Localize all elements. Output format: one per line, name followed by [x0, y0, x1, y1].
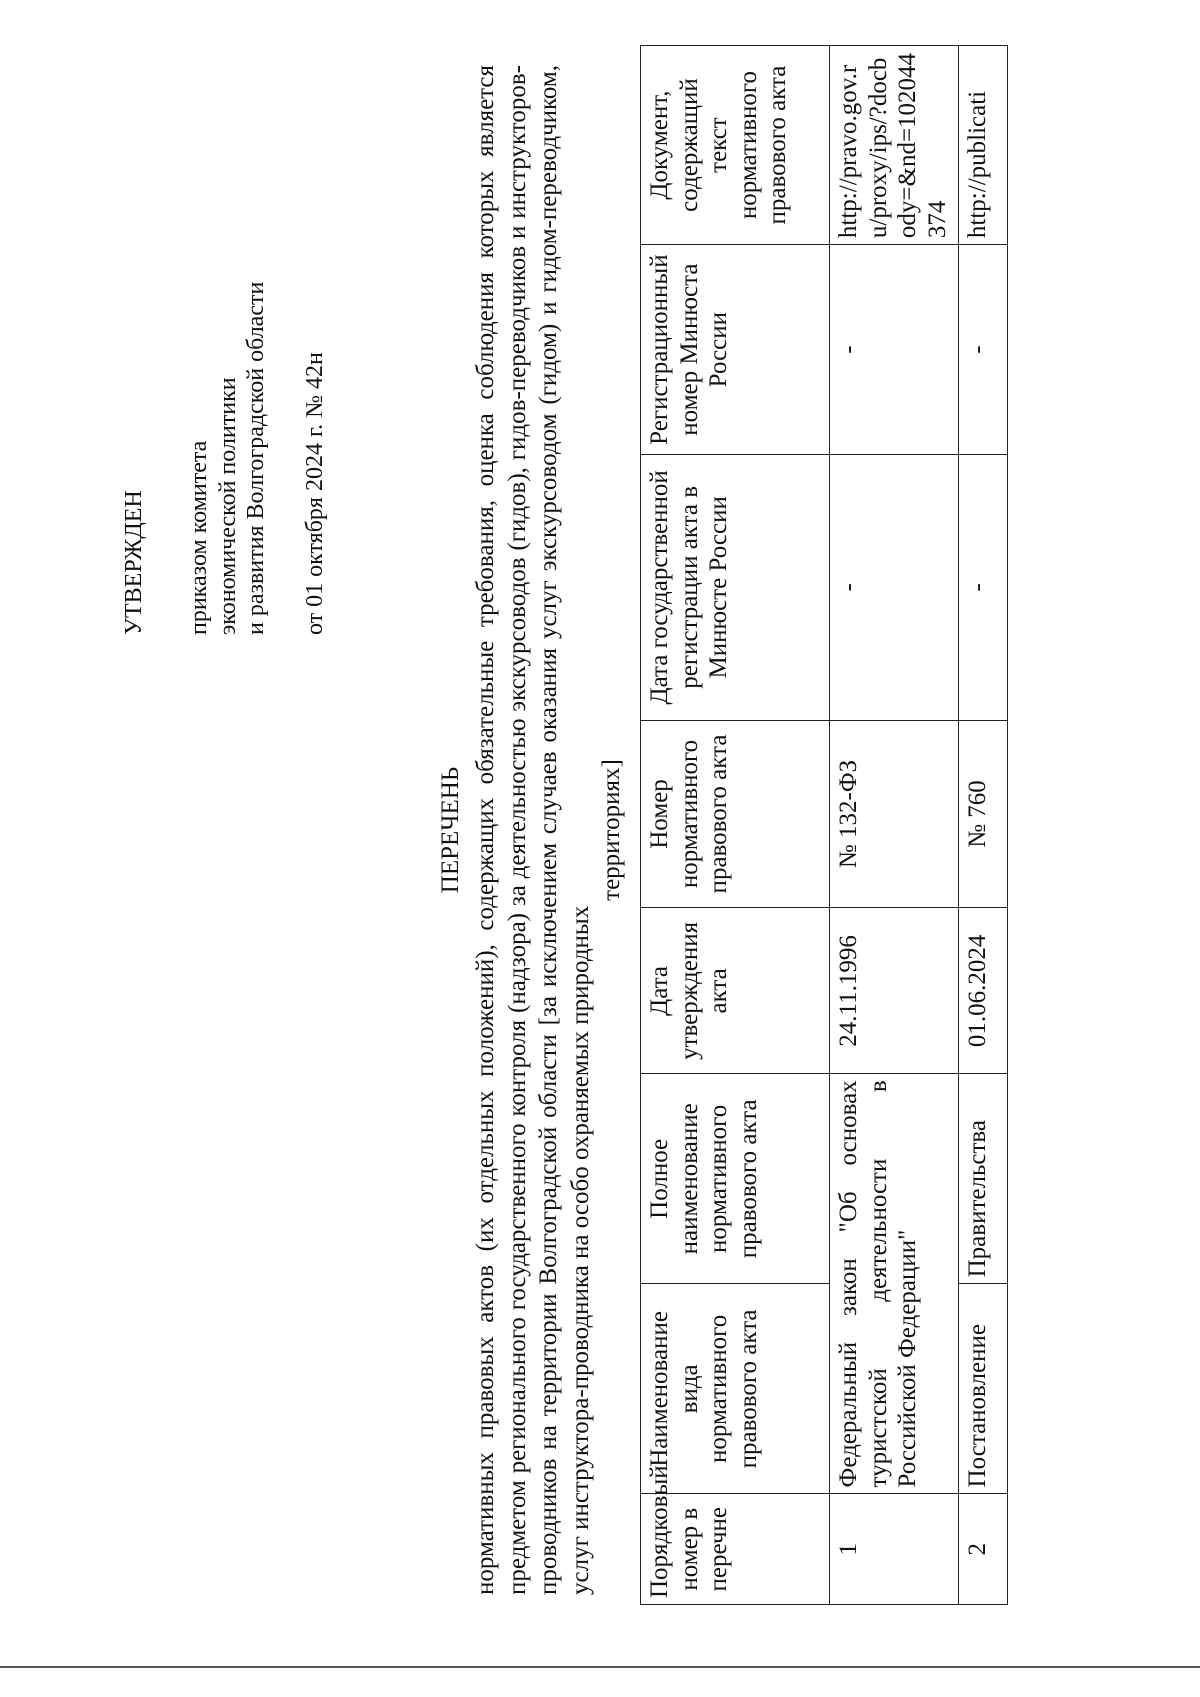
- table-row: [959, 46, 1008, 1605]
- approval-title: УТВЕРЖДЕН: [121, 490, 147, 635]
- header-cell: Номер нормативного правового акта: [641, 720, 830, 908]
- header-cell: Дата государственной регистрации акта в Минюсте России: [641, 455, 830, 720]
- approval-line-3: и развития Волгоградской области: [243, 281, 270, 635]
- approval-date: от 01 октября 2024 г. № 42н: [302, 352, 329, 635]
- header-cell: Наименование вида нормативного правового акта: [641, 1284, 830, 1494]
- cell-date: 01.06.2024: [959, 908, 1008, 1074]
- table-row: [830, 46, 959, 1605]
- document-heading: ПЕРЕЧЕНЬ: [437, 766, 464, 894]
- cell-full-name: Правительства: [959, 1074, 1008, 1284]
- header-cell: Порядковый номер в перечне: [641, 1494, 830, 1605]
- document-link[interactable]: http://publicati: [959, 46, 1008, 245]
- cell-act-number: № 760: [959, 720, 1008, 908]
- cell-date: 24.11.1996: [830, 908, 959, 1074]
- cell-act-number: № 132-ФЗ: [830, 720, 959, 908]
- document-description: [470, 65, 628, 1595]
- header-cell: Полное наименование нормативного правового акта: [641, 1074, 830, 1284]
- approval-block: [120, 75, 330, 635]
- cell-reg-date: -: [830, 455, 959, 720]
- description-last-line: территориях]: [598, 759, 625, 901]
- header-cell: Регистрационный номер Минюста России: [641, 245, 830, 455]
- approval-line-1: приказом комитета: [185, 440, 212, 635]
- cell-number: 1: [830, 1494, 959, 1605]
- document-link[interactable]: http://pravo.gov.ru/proxy/ips/?docbody=&nd=102044374: [830, 46, 959, 245]
- description-text: нормативных правовых актов (их отдельных положений), содержащих обязательные требования, оценка соблюдения которых является предметом регионального государственного контроля (надзора) за деятельностью экскурсоводов (гидов), гидов-переводчиков и инструкторов-проводников на территории Волгоградской области [за исключением случаев оказания услуг экскурсоводом (гидом) и гидом-переводчиком, услуг инструктора-проводника на особо охраняемых природных: [472, 65, 594, 1595]
- approval-line-2: экономической политики: [214, 377, 241, 635]
- cell-kind: Постановление: [959, 1284, 1008, 1494]
- header-cell: Дата утверждения акта: [641, 908, 830, 1074]
- rotated-landscape-content: [60, 35, 1180, 1635]
- cell-reg-date: -: [959, 455, 1008, 720]
- header-cell: Документ, содержащий текст нормативного правового акта: [641, 46, 830, 245]
- cell-number: 2: [959, 1494, 1008, 1605]
- table-header-row: [641, 46, 830, 1605]
- cell-kind-fullname: Федеральный закон "Об основах туристской деятельности в Российской Федерации": [830, 1074, 959, 1494]
- cell-reg-number: -: [830, 245, 959, 455]
- acts-table: [640, 45, 1008, 1605]
- cell-reg-number: -: [959, 245, 1008, 455]
- bottom-rule: [0, 1666, 1200, 1668]
